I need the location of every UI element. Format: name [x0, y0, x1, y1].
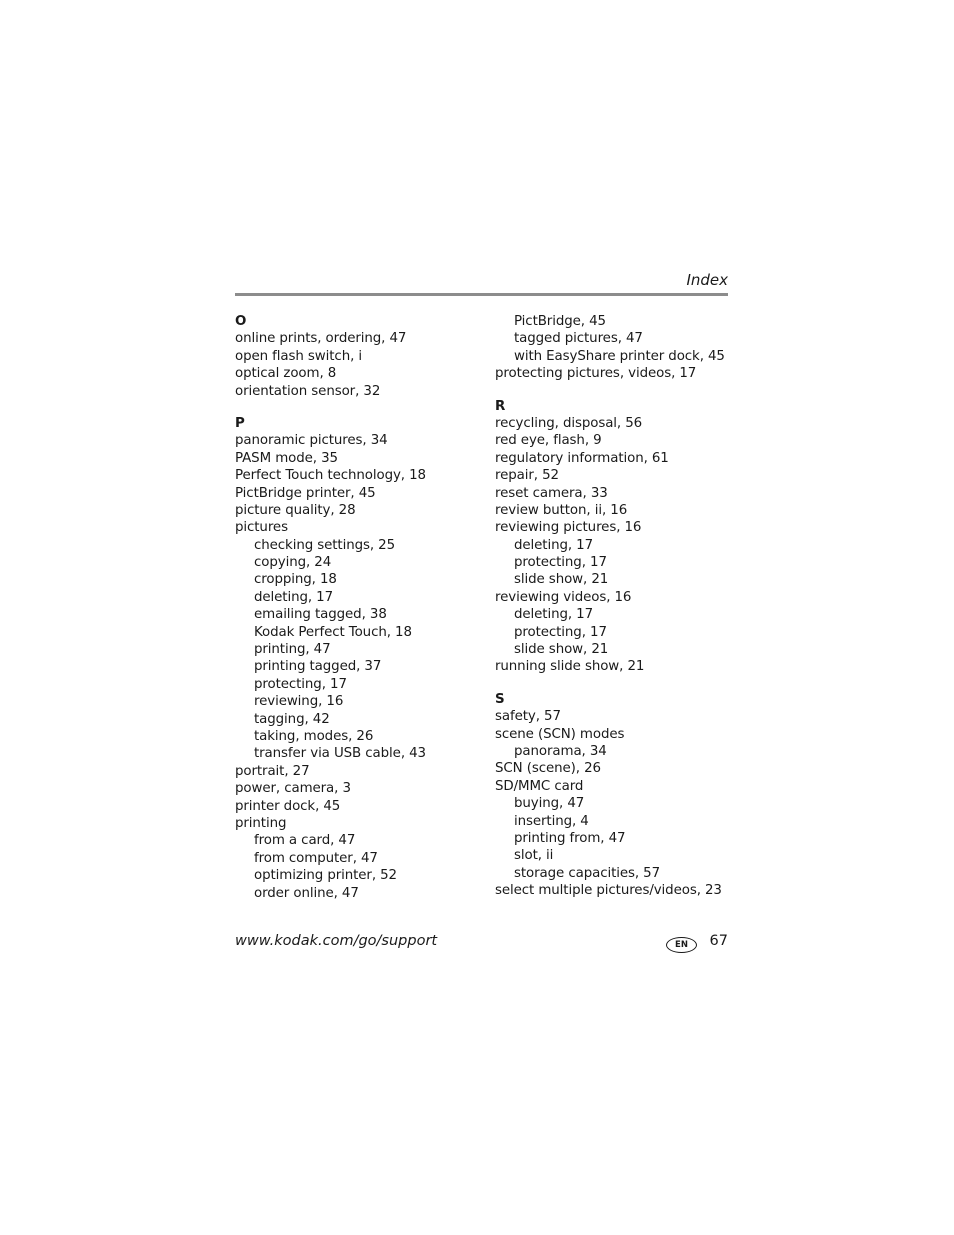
index-subentry: deleting, 17 — [514, 537, 594, 553]
index-entry: orientation sensor, 32 — [235, 383, 381, 399]
index-entry: printing — [235, 815, 287, 831]
index-letter-heading: S — [495, 691, 505, 707]
index-subentry: Kodak Perfect Touch, 18 — [254, 624, 412, 640]
index-letter-heading: P — [235, 415, 245, 431]
index-subentry: inserting, 4 — [514, 813, 589, 829]
index-subentry: deleting, 17 — [254, 589, 334, 605]
index-subentry: protecting, 17 — [514, 555, 607, 571]
index-subentry: protecting, 17 — [254, 676, 347, 692]
index-entry: SD/MMC card — [495, 778, 584, 794]
index-entry: repair, 52 — [495, 468, 559, 484]
index-entry: SCN (scene), 26 — [495, 761, 601, 777]
index-letter-heading: R — [495, 398, 506, 414]
index-subentry: taking, modes, 26 — [254, 728, 374, 744]
index-entry: recycling, disposal, 56 — [495, 415, 643, 431]
index-entry: printer dock, 45 — [235, 798, 341, 814]
index-subentry: tagging, 42 — [254, 711, 330, 727]
index-subentry: storage capacities, 57 — [514, 865, 661, 881]
index-entry: scene (SCN) modes — [495, 726, 625, 742]
index-letter-heading: O — [235, 314, 247, 329]
index-entry: protecting pictures, videos, 17 — [495, 366, 697, 382]
index-entry: open flash switch, i — [235, 348, 363, 364]
index-entry: picture quality, 28 — [235, 502, 356, 518]
index-subentry: buying, 47 — [514, 796, 585, 812]
index-column-right — [495, 313, 745, 900]
index-column-left — [235, 313, 485, 902]
index-subentry: tagged pictures, 47 — [514, 331, 643, 347]
running-header-title: Index — [686, 271, 728, 289]
index-subentry: printing tagged, 37 — [254, 659, 382, 675]
index-entry: pictures — [235, 520, 288, 536]
index-subentry: reviewing, 16 — [254, 694, 344, 710]
index-subentry: slide show, 21 — [514, 572, 609, 588]
index-subentry: copying, 24 — [254, 555, 332, 571]
index-subentry: printing from, 47 — [514, 830, 626, 846]
index-subentry: deleting, 17 — [514, 607, 594, 623]
index-entry: review button, ii, 16 — [495, 502, 628, 518]
section-gap — [495, 676, 745, 691]
index-subentry: printing, 47 — [254, 642, 331, 658]
index-entry: reviewing videos, 16 — [495, 589, 632, 605]
index-entry: power, camera, 3 — [235, 781, 351, 797]
index-entry: portrait, 27 — [235, 763, 310, 779]
index-entry: panoramic pictures, 34 — [235, 433, 388, 449]
index-subentry: checking settings, 25 — [254, 537, 396, 553]
index-entry: PictBridge printer, 45 — [235, 485, 376, 501]
page-number: 67 — [709, 933, 728, 949]
footer-support-url: www.kodak.com/go/support — [235, 933, 438, 949]
index-entry: red eye, flash, 9 — [495, 433, 602, 449]
index-subentry: with EasyShare printer dock, 45 — [514, 348, 725, 364]
index-subentry: cropping, 18 — [254, 572, 337, 588]
index-entry: PASM mode, 35 — [235, 450, 338, 466]
index-subentry: emailing tagged, 38 — [254, 607, 387, 623]
index-entry: Perfect Touch technology, 18 — [235, 468, 426, 484]
index-subentry: PictBridge, 45 — [514, 314, 606, 329]
index-entry: select multiple pictures/videos, 23 — [495, 883, 722, 899]
index-entry: regulatory information, 61 — [495, 450, 669, 466]
language-badge: EN — [666, 937, 697, 953]
index-subentry: from computer, 47 — [254, 850, 378, 866]
index-entry: reset camera, 33 — [495, 485, 608, 501]
section-gap — [235, 400, 485, 415]
index-subentry: from a card, 47 — [254, 833, 356, 849]
index-subentry: panorama, 34 — [514, 743, 607, 759]
section-gap — [495, 383, 745, 398]
index-subentry: optimizing printer, 52 — [254, 868, 397, 884]
index-subentry: transfer via USB cable, 43 — [254, 746, 426, 762]
header-rule — [235, 293, 728, 296]
index-entry: running slide show, 21 — [495, 659, 645, 675]
index-entry: safety, 57 — [495, 709, 561, 725]
index-subentry: order online, 47 — [254, 885, 359, 901]
index-subentry: slot, ii — [514, 848, 554, 864]
index-entry: reviewing pictures, 16 — [495, 520, 642, 536]
index-entry: optical zoom, 8 — [235, 366, 337, 382]
index-subentry: protecting, 17 — [514, 624, 607, 640]
index-entry: online prints, ordering, 47 — [235, 331, 407, 347]
index-subentry: slide show, 21 — [514, 642, 609, 658]
